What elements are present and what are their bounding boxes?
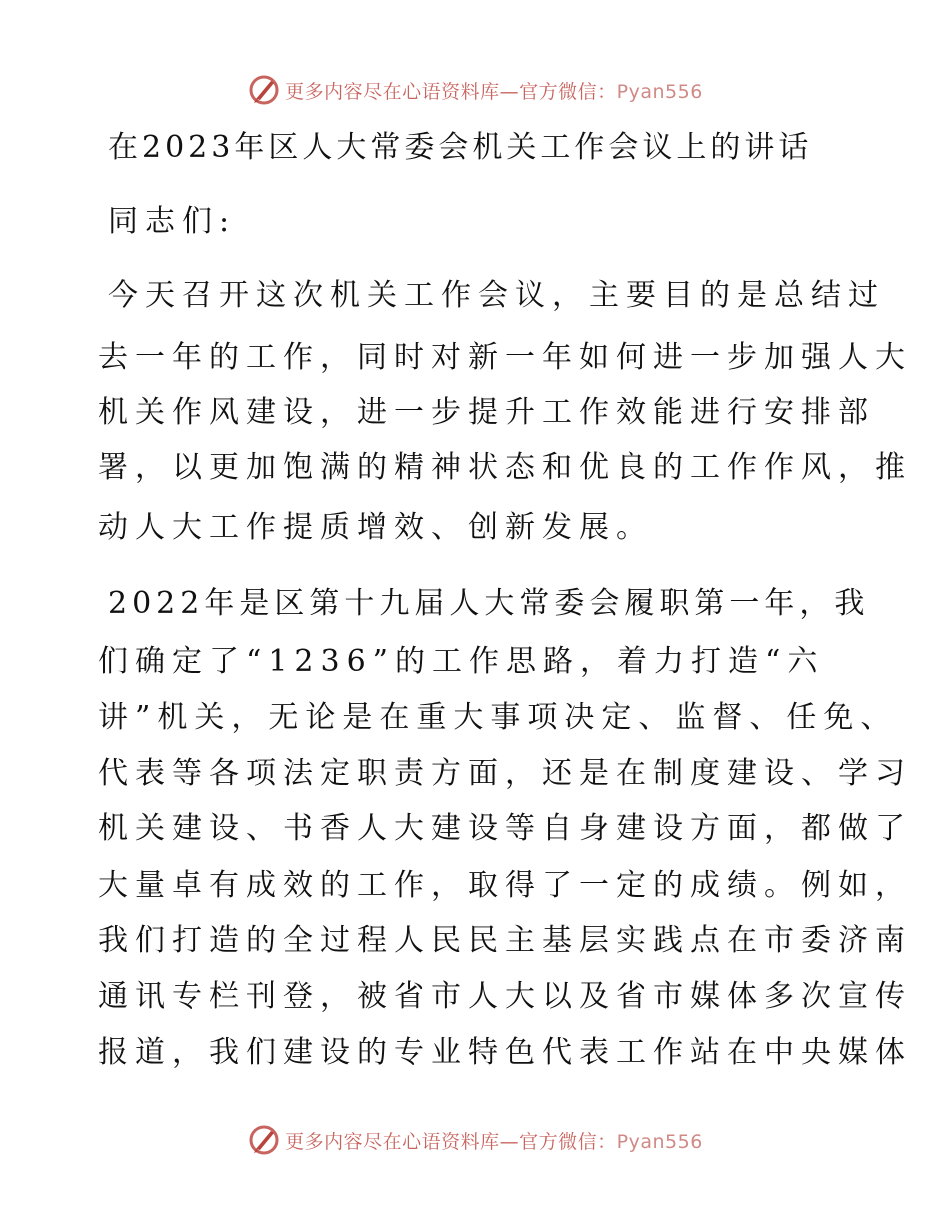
paragraph-line: 机关作风建设，进一步提升工作效能进行安排部 [98, 395, 875, 430]
paragraph-line: 代表等各项法定职责方面，还是在制度建设、学习 [98, 756, 912, 791]
paragraph-line: 通讯专栏刊登，被省市人大以及省市媒体多次宣传 [98, 979, 912, 1014]
paragraph-line: 讲”机关，无论是在重大事项决定、监督、任免、 [98, 700, 898, 735]
watermark-banner-bottom [0, 1120, 950, 1160]
paragraph-line: 去一年的工作，同时对新一年如何进一步加强人大 [98, 340, 912, 375]
paragraph-line: 们确定了“1236”的工作思路，着力打造“六 [98, 644, 825, 679]
paragraph-line: 大量卓有成效的工作，取得了一定的成绩。例如， [98, 868, 912, 903]
document-title: 在2023年区人大常委会机关工作会议上的讲话 [108, 130, 813, 165]
paragraph-line: 我们打造的全过程人民民主基层实践点在市委济南 [98, 923, 912, 958]
salutation: 同志们: [108, 204, 237, 239]
quill-circle-logo-icon [247, 1123, 281, 1157]
paragraph-line: 2022年是区第十九届人大常委会履职第一年，我 [108, 586, 870, 621]
quill-circle-logo-icon [247, 73, 281, 107]
paragraph-line: 署，以更加饱满的精神状态和优良的工作作风，推 [98, 450, 912, 485]
watermark-banner-top [0, 70, 950, 110]
paragraph-line: 动人大工作提质增效、创新发展。 [98, 510, 653, 545]
watermark-text: 更多内容尽在心语资料库—官方微信：Pyan556 [285, 1130, 703, 1153]
paragraph-line: 今天召开这次机关工作会议，主要目的是总结过 [108, 278, 885, 313]
paragraph-line: 机关建设、书香人大建设等自身建设方面，都做了 [98, 811, 912, 846]
paragraph-line: 报道，我们建设的专业特色代表工作站在中央媒体 [98, 1035, 912, 1070]
watermark-text: 更多内容尽在心语资料库—官方微信：Pyan556 [285, 80, 703, 103]
